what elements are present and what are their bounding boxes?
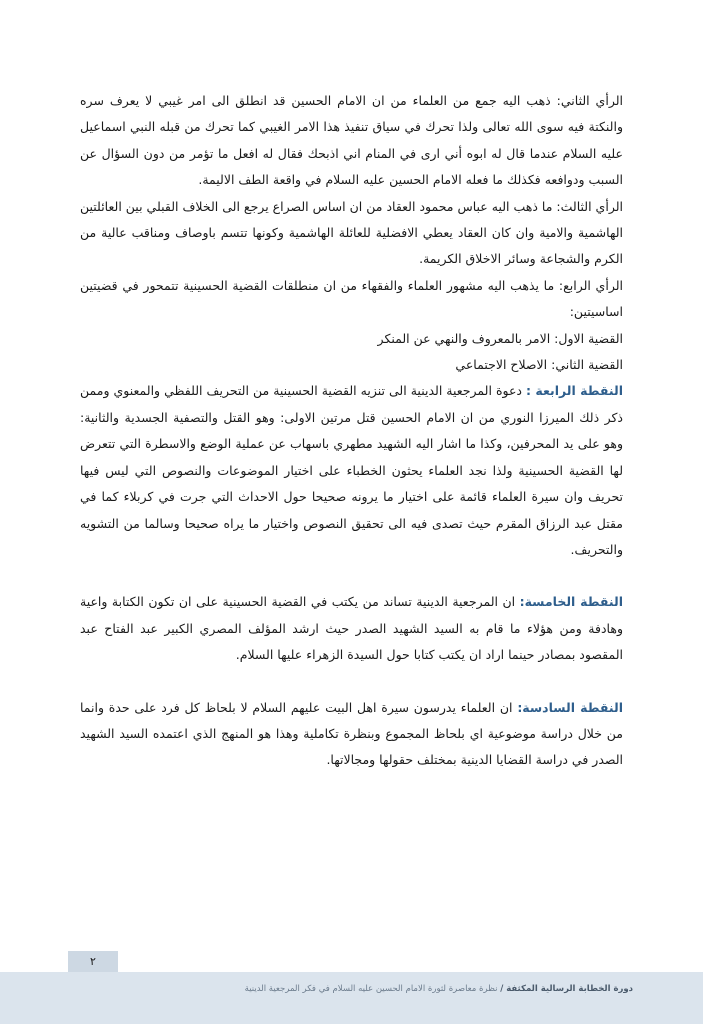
point-five: [80, 589, 623, 668]
point-five-heading: النقطة الخامسة:: [519, 594, 624, 610]
issue-two: القضية الثاني: الاصلاح الاجتماعي: [455, 357, 623, 373]
issue-one: القضية الاول: الامر بالمعروف والنهي عن المنكر: [377, 330, 623, 346]
page-body: [80, 88, 623, 774]
footer-series-title: دورة الخطابة الرسالية المكثفة /: [500, 984, 633, 994]
point-five-text: ان المرجعية الدينية تساند من يكتب في القضية الحسينية على ان تكون الكتابة واعية وهادفة ومن هؤلاء ما قام به السيد الشهيد الصدر حيث ارشد المؤلف المصري الكبير عبد الفتاح عبد المقصود بمصادر حينما اراد ان يكتب كتابا حول السيدة الزهراء عليها السلام.: [80, 594, 623, 663]
point-six-heading: النقطة السادسة:: [517, 699, 623, 715]
opinion-three: الرأي الثالث: ما ذهب اليه عباس محمود العقاد من ان اساس الصراع يرجع الى الخلاف القبلي بين العائلتين الهاشمية والامية وان كان العقاد يعطي الافضلية للعائلة الهاشمية وكونها تتسم باوصاف ومناقب عالية من الكرم والشجاعة وسائر الاخلاق الكريمة.: [80, 198, 623, 267]
footer-running-title: [245, 983, 633, 995]
opinion-two: الرأي الثاني: ذهب اليه جمع من العلماء من ان الامام الحسين قد انطلق الى امر غيبي لا يعرف سره والنكتة فيه سوى الله تعالى ولذا تحرك في سياق تنفيذ هذا الامر الغيبي كما تحرك من قبله النبي اسماعيل عليه السلام عندما قال له ابوه أني ارى في المنام اني اذبحك فقال له افعل ما تؤمر من دون السؤال عن السبب ودوافعه فكذلك ما فعله الامام الحسين عليه السلام في واقعة الطف الاليمة.: [80, 93, 623, 188]
opinion-four: الرأي الرابع: ما يذهب اليه مشهور العلماء والفقهاء من ان منطلقات القضية الحسينية تتمحور في قضيتين اساسيتين:: [80, 277, 623, 320]
footer-subtitle: نظرة معاصرة لثورة الامام الحسين عليه السلام في فكر المرجعية الدينية: [244, 984, 501, 994]
paragraph-spacer: [80, 563, 623, 589]
page-number: ٢: [68, 951, 118, 972]
point-six-text: ان العلماء يدرسون سيرة اهل البيت عليهم السلام لا بلحاظ كل فرد على حدة وانما من خلال دراسة موضوعية اي بلحاظ المجموع وبنظرة تكاملية وهذا هو المنهج الذي اعتمده السيد الشهيد الصدر في دراسة القضايا الدينية بمختلف حقولها ومجالاتها.: [80, 699, 623, 768]
paragraph-spacer: [80, 669, 623, 695]
point-four-text: دعوة المرجعية الدينية الى تنزيه القضية الحسينية من التحريف اللفظي والمعنوي وممن ذكر ذلك الميرزا النوري من ان الامام الحسين قتل مرتين الاولى: وهو القتل والتصفية الجسدية والثانية: وهو على يد المحرفين، وكذا ما اشار اليه الشهيد مطهري باسهاب عن عملية الوضع والاسطرة التي تتعرض لها القضية الحسينية ولذا نجد العلماء يحثون الخطباء على اختيار الموضوعات والنصوص التي ليس فيها تحريف وان سيرة العلماء قائمة على اختيار ما يرونه صحيحا حول الاحداث التي جرت في كربلاء كما في مقتل عبد الرزاق المقرم حيث تصدى فيه الى تحقيق النصوص واختيار ما يراه صحيحا وسالما من التشويه والتحريف.: [80, 383, 623, 557]
footer-band: [0, 972, 703, 1024]
point-four-heading: النقطة الرابعة :: [526, 383, 624, 399]
point-six: [80, 695, 623, 774]
point-four: [80, 378, 623, 563]
